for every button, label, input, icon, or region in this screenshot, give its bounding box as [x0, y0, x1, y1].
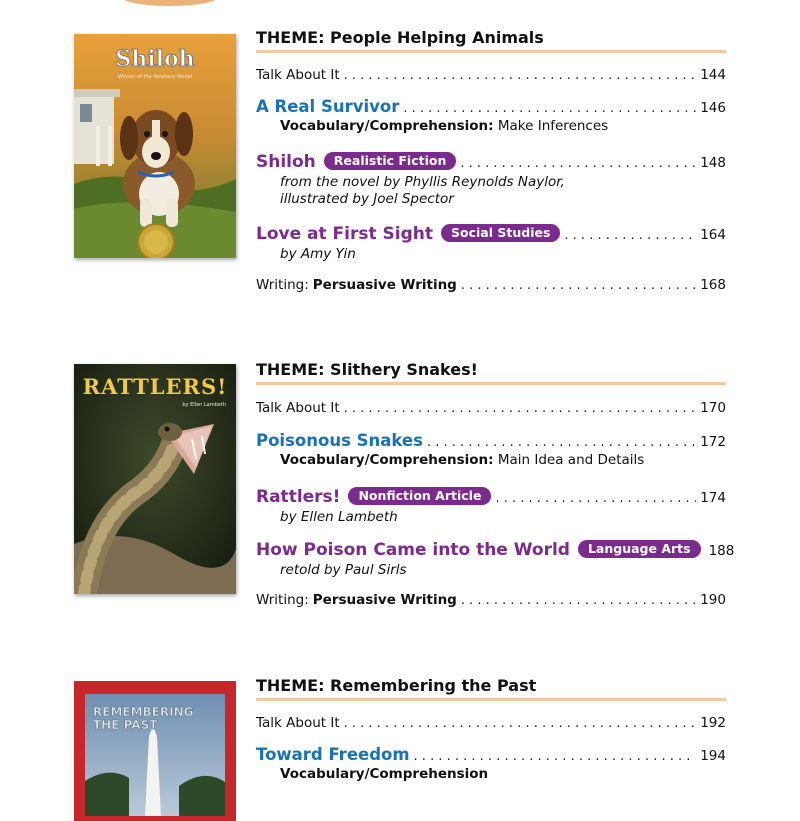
byline: from the novel by Phyllis Reynolds Naylor, [280, 174, 565, 190]
page-number: 148 [700, 155, 726, 171]
entry-title: Talk About It [256, 400, 340, 416]
theme-heading [256, 28, 726, 53]
leader-dots [403, 101, 696, 116]
toc-entry-paired[interactable] [256, 540, 735, 578]
vocabulary-line [280, 452, 726, 468]
entry-title: Talk About It [256, 715, 340, 731]
entry-title: Toward Freedom [256, 745, 410, 764]
leader-dots [564, 228, 696, 243]
toc-entry-main[interactable] [256, 487, 726, 525]
toc-entry-talk[interactable] [256, 715, 726, 731]
cover-remembering-the-past [74, 681, 236, 821]
writing-label: Writing: [256, 592, 309, 608]
toc-entry-paired[interactable] [256, 224, 726, 262]
leader-dots [460, 156, 696, 171]
leader-dots [461, 593, 696, 608]
vocabulary-line [280, 766, 726, 782]
genre-badge: Nonfiction Article [348, 487, 491, 505]
cover-subtitle: Winner of the Newbery Medal [117, 74, 193, 80]
page-number: 172 [700, 434, 726, 450]
byline: illustrated by Joel Spector [280, 191, 454, 207]
decorative-arc [120, 0, 220, 6]
cover-title: RATTLERS! [82, 374, 228, 399]
byline: by Ellen Lambeth [280, 509, 398, 525]
vocab-label: Vocabulary/Comprehension: [280, 452, 494, 468]
cover-subtitle: by Ellen Lambeth [182, 402, 226, 408]
leader-dots [344, 716, 697, 731]
leader-dots [414, 749, 697, 764]
vocabulary-line [280, 118, 726, 134]
cover-title: Shiloh [115, 46, 195, 72]
page-number: 146 [700, 100, 726, 116]
genre-badge: Social Studies [441, 224, 560, 242]
page-number: 174 [700, 490, 726, 506]
toc-entry-talk[interactable] [256, 67, 726, 83]
genre-badge: Language Arts [578, 540, 701, 558]
theme-heading [256, 360, 726, 385]
entry-title: Persuasive Writing [312, 592, 457, 608]
toc-entry-writing[interactable] [256, 277, 726, 293]
vocab-label: Vocabulary/Comprehension: [280, 118, 494, 134]
entry-title: Poisonous Snakes [256, 431, 423, 450]
entry-title: A Real Survivor [256, 97, 400, 116]
toc-entry-lead[interactable] [256, 745, 726, 782]
entry-title: How Poison Came into the World [256, 540, 570, 560]
genre-badge: Realistic Fiction [324, 152, 457, 170]
writing-label: Writing: [256, 277, 309, 293]
vocab-skill: Make Inferences [497, 118, 609, 134]
toc-entry-lead[interactable] [256, 97, 726, 134]
toc-entry-main[interactable] [256, 152, 726, 207]
leader-dots [427, 435, 696, 450]
entry-title: Love at First Sight [256, 224, 434, 244]
byline: retold by Paul Sirls [280, 562, 407, 578]
cover-rattlers [74, 364, 236, 594]
toc-entry-talk[interactable] [256, 400, 726, 416]
leader-dots [344, 401, 697, 416]
page-number: 170 [700, 400, 726, 416]
cover-title: REMEMBERING THE PAST [93, 705, 194, 732]
cover-shiloh [74, 34, 236, 258]
page-number: 164 [700, 227, 726, 243]
toc-entry-lead[interactable] [256, 431, 726, 468]
page-number: 190 [700, 592, 726, 608]
entry-title: Talk About It [256, 67, 340, 83]
leader-dots [461, 278, 696, 293]
entry-title: Shiloh [256, 152, 316, 172]
byline: by Amy Yin [280, 246, 356, 262]
theme-heading [256, 676, 726, 701]
page-number: 188 [708, 543, 735, 559]
page-number: 144 [700, 67, 726, 83]
vocab-skill: Main Idea and Details [497, 452, 645, 468]
leader-dots [344, 68, 697, 83]
entry-title: Persuasive Writing [312, 277, 457, 293]
theme-title: THEME: People Helping Animals [256, 28, 544, 47]
page-number: 168 [700, 277, 726, 293]
theme-title: THEME: Remembering the Past [256, 676, 537, 695]
leader-dots [495, 491, 696, 506]
toc-entry-writing[interactable] [256, 592, 726, 608]
page-number: 192 [700, 715, 726, 731]
vocab-label: Vocabulary/Comprehension [280, 766, 489, 782]
entry-title: Rattlers! [256, 487, 341, 507]
theme-title: THEME: Slithery Snakes! [256, 360, 478, 379]
page-number: 194 [700, 748, 726, 764]
